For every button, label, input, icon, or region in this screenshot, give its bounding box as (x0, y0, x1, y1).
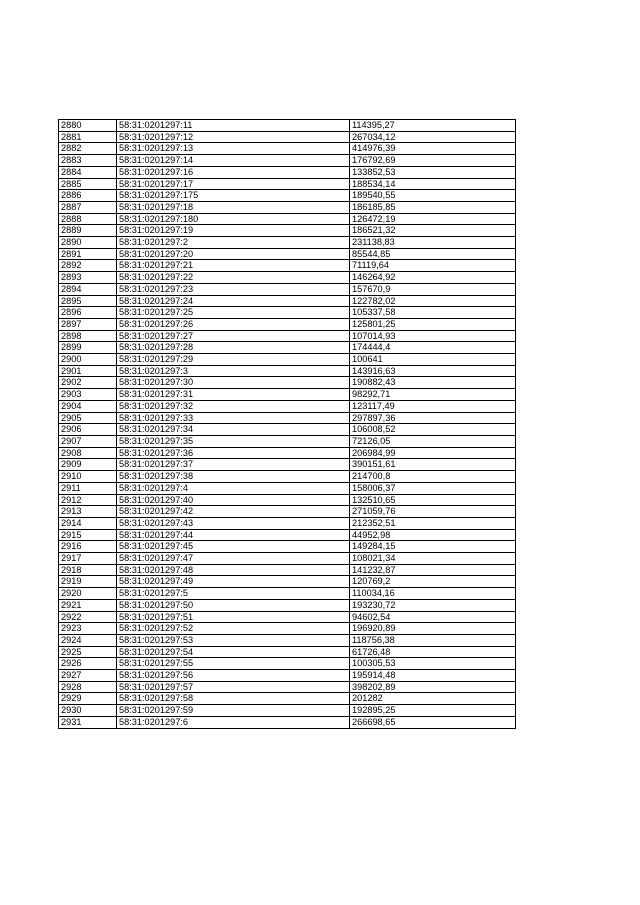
cadastral-number-cell: 58:31:0201297:48 (117, 564, 350, 576)
row-number-cell: 2911 (59, 482, 117, 494)
table-row (59, 389, 516, 401)
cadastral-number-cell: 58:31:0201297:34 (117, 424, 350, 436)
row-number-cell: 2907 (59, 435, 117, 447)
table-row (59, 447, 516, 459)
table-row (59, 517, 516, 529)
cadastral-number-cell: 58:31:0201297:42 (117, 506, 350, 518)
value-cell: 100641 (350, 354, 516, 366)
cadastral-number-cell: 58:31:0201297:44 (117, 529, 350, 541)
table-row (59, 120, 516, 132)
table-row (59, 705, 516, 717)
value-cell: 193230,72 (350, 599, 516, 611)
value-cell: 190882,43 (350, 377, 516, 389)
cadastral-number-cell: 58:31:0201297:2 (117, 237, 350, 249)
cadastral-number-cell: 58:31:0201297:35 (117, 435, 350, 447)
table-row (59, 541, 516, 553)
row-number-cell: 2915 (59, 529, 117, 541)
cadastral-number-cell: 58:31:0201297:14 (117, 155, 350, 167)
table-row (59, 564, 516, 576)
row-number-cell: 2901 (59, 365, 117, 377)
table-row (59, 529, 516, 541)
cadastral-number-cell: 58:31:0201297:180 (117, 213, 350, 225)
table-row (59, 131, 516, 143)
table-row (59, 553, 516, 565)
table-row (59, 237, 516, 249)
row-number-cell: 2899 (59, 342, 117, 354)
table-row (59, 412, 516, 424)
row-number-cell: 2909 (59, 459, 117, 471)
row-number-cell: 2922 (59, 611, 117, 623)
cadastral-number-cell: 58:31:0201297:21 (117, 260, 350, 272)
row-number-cell: 2918 (59, 564, 117, 576)
cadastral-number-cell: 58:31:0201297:175 (117, 190, 350, 202)
row-number-cell: 2894 (59, 283, 117, 295)
cadastral-number-cell: 58:31:0201297:23 (117, 283, 350, 295)
table-row (59, 634, 516, 646)
row-number-cell: 2892 (59, 260, 117, 272)
value-cell: 149284,15 (350, 541, 516, 553)
row-number-cell: 2910 (59, 471, 117, 483)
table-row (59, 225, 516, 237)
row-number-cell: 2880 (59, 120, 117, 132)
row-number-cell: 2883 (59, 155, 117, 167)
cadastral-number-cell: 58:31:0201297:25 (117, 307, 350, 319)
row-number-cell: 2916 (59, 541, 117, 553)
value-cell: 212352,51 (350, 517, 516, 529)
table-row (59, 623, 516, 635)
value-cell: 266698,65 (350, 716, 516, 728)
table-row (59, 190, 516, 202)
row-number-cell: 2895 (59, 295, 117, 307)
row-number-cell: 2897 (59, 318, 117, 330)
value-cell: 189540,55 (350, 190, 516, 202)
value-cell: 85544,85 (350, 248, 516, 260)
table-row (59, 354, 516, 366)
value-cell: 146264,92 (350, 272, 516, 284)
table-row (59, 400, 516, 412)
value-cell: 94602,54 (350, 611, 516, 623)
table-row (59, 272, 516, 284)
value-cell: 196920,89 (350, 623, 516, 635)
cadastral-number-cell: 58:31:0201297:3 (117, 365, 350, 377)
cadastral-number-cell: 58:31:0201297:53 (117, 634, 350, 646)
row-number-cell: 2881 (59, 131, 117, 143)
row-number-cell: 2914 (59, 517, 117, 529)
row-number-cell: 2903 (59, 389, 117, 401)
cadastral-number-cell: 58:31:0201297:56 (117, 670, 350, 682)
table-row (59, 377, 516, 389)
cadastral-number-cell: 58:31:0201297:40 (117, 494, 350, 506)
table-row (59, 576, 516, 588)
table-row (59, 283, 516, 295)
value-cell: 143916,63 (350, 365, 516, 377)
value-cell: 100305,53 (350, 658, 516, 670)
cadastral-number-cell: 58:31:0201297:16 (117, 166, 350, 178)
cadastral-number-cell: 58:31:0201297:43 (117, 517, 350, 529)
value-cell: 188534,14 (350, 178, 516, 190)
value-cell: 390151,61 (350, 459, 516, 471)
row-number-cell: 2931 (59, 716, 117, 728)
data-table (58, 119, 516, 729)
table-row (59, 471, 516, 483)
cadastral-number-cell: 58:31:0201297:50 (117, 599, 350, 611)
value-cell: 271059,76 (350, 506, 516, 518)
row-number-cell: 2926 (59, 658, 117, 670)
table-row (59, 693, 516, 705)
value-cell: 98292,71 (350, 389, 516, 401)
table-row (59, 330, 516, 342)
value-cell: 107014,93 (350, 330, 516, 342)
value-cell: 206984,99 (350, 447, 516, 459)
cadastral-number-cell: 58:31:0201297:18 (117, 201, 350, 213)
value-cell: 214700,8 (350, 471, 516, 483)
cadastral-number-cell: 58:31:0201297:12 (117, 131, 350, 143)
cadastral-number-cell: 58:31:0201297:37 (117, 459, 350, 471)
value-cell: 105337,58 (350, 307, 516, 319)
row-number-cell: 2906 (59, 424, 117, 436)
table-row (59, 506, 516, 518)
row-number-cell: 2920 (59, 588, 117, 600)
row-number-cell: 2885 (59, 178, 117, 190)
table-row (59, 342, 516, 354)
cadastral-number-cell: 58:31:0201297:57 (117, 681, 350, 693)
table-row (59, 178, 516, 190)
row-number-cell: 2886 (59, 190, 117, 202)
cadastral-number-cell: 58:31:0201297:38 (117, 471, 350, 483)
row-number-cell: 2928 (59, 681, 117, 693)
cadastral-number-cell: 58:31:0201297:54 (117, 646, 350, 658)
row-number-cell: 2900 (59, 354, 117, 366)
value-cell: 192895,25 (350, 705, 516, 717)
cadastral-number-cell: 58:31:0201297:55 (117, 658, 350, 670)
table-row (59, 318, 516, 330)
table-row (59, 435, 516, 447)
cadastral-number-cell: 58:31:0201297:47 (117, 553, 350, 565)
row-number-cell: 2927 (59, 670, 117, 682)
value-cell: 106008,52 (350, 424, 516, 436)
value-cell: 125801,25 (350, 318, 516, 330)
value-cell: 132510,65 (350, 494, 516, 506)
row-number-cell: 2891 (59, 248, 117, 260)
table-row (59, 213, 516, 225)
value-cell: 176792,69 (350, 155, 516, 167)
cadastral-number-cell: 58:31:0201297:6 (117, 716, 350, 728)
row-number-cell: 2923 (59, 623, 117, 635)
row-number-cell: 2902 (59, 377, 117, 389)
row-number-cell: 2882 (59, 143, 117, 155)
value-cell: 195914,48 (350, 670, 516, 682)
row-number-cell: 2929 (59, 693, 117, 705)
table-row (59, 658, 516, 670)
table-row (59, 494, 516, 506)
value-cell: 123117,49 (350, 400, 516, 412)
value-cell: 61726,48 (350, 646, 516, 658)
cadastral-number-cell: 58:31:0201297:32 (117, 400, 350, 412)
table-row (59, 611, 516, 623)
value-cell: 398202,89 (350, 681, 516, 693)
row-number-cell: 2925 (59, 646, 117, 658)
cadastral-number-cell: 58:31:0201297:45 (117, 541, 350, 553)
table-row (59, 588, 516, 600)
table-row (59, 459, 516, 471)
cadastral-number-cell: 58:31:0201297:13 (117, 143, 350, 155)
cadastral-number-cell: 58:31:0201297:22 (117, 272, 350, 284)
value-cell: 108021,34 (350, 553, 516, 565)
table-row (59, 646, 516, 658)
table-row (59, 295, 516, 307)
cadastral-number-cell: 58:31:0201297:27 (117, 330, 350, 342)
value-cell: 118756,38 (350, 634, 516, 646)
table-row (59, 201, 516, 213)
row-number-cell: 2912 (59, 494, 117, 506)
cadastral-number-cell: 58:31:0201297:17 (117, 178, 350, 190)
value-cell: 157670,9 (350, 283, 516, 295)
cadastral-number-cell: 58:31:0201297:59 (117, 705, 350, 717)
row-number-cell: 2884 (59, 166, 117, 178)
cadastral-number-cell: 58:31:0201297:31 (117, 389, 350, 401)
value-cell: 231138,83 (350, 237, 516, 249)
table-row (59, 260, 516, 272)
cadastral-number-cell: 58:31:0201297:4 (117, 482, 350, 494)
value-cell: 267034,12 (350, 131, 516, 143)
cadastral-number-cell: 58:31:0201297:33 (117, 412, 350, 424)
cadastral-number-cell: 58:31:0201297:29 (117, 354, 350, 366)
cadastral-number-cell: 58:31:0201297:49 (117, 576, 350, 588)
table-row (59, 307, 516, 319)
row-number-cell: 2887 (59, 201, 117, 213)
row-number-cell: 2917 (59, 553, 117, 565)
row-number-cell: 2924 (59, 634, 117, 646)
row-number-cell: 2888 (59, 213, 117, 225)
table-row (59, 365, 516, 377)
cadastral-number-cell: 58:31:0201297:26 (117, 318, 350, 330)
table-row (59, 482, 516, 494)
value-cell: 201282 (350, 693, 516, 705)
cadastral-number-cell: 58:31:0201297:24 (117, 295, 350, 307)
cadastral-number-cell: 58:31:0201297:36 (117, 447, 350, 459)
cadastral-number-cell: 58:31:0201297:52 (117, 623, 350, 635)
cadastral-number-cell: 58:31:0201297:11 (117, 120, 350, 132)
table-row (59, 681, 516, 693)
row-number-cell: 2893 (59, 272, 117, 284)
row-number-cell: 2913 (59, 506, 117, 518)
row-number-cell: 2889 (59, 225, 117, 237)
table-container (58, 119, 515, 729)
table-row (59, 143, 516, 155)
value-cell: 44952,98 (350, 529, 516, 541)
row-number-cell: 2905 (59, 412, 117, 424)
cadastral-number-cell: 58:31:0201297:58 (117, 693, 350, 705)
cadastral-number-cell: 58:31:0201297:20 (117, 248, 350, 260)
table-row (59, 716, 516, 728)
cadastral-number-cell: 58:31:0201297:51 (117, 611, 350, 623)
table-row (59, 670, 516, 682)
value-cell: 174444,4 (350, 342, 516, 354)
value-cell: 126472,19 (350, 213, 516, 225)
row-number-cell: 2908 (59, 447, 117, 459)
value-cell: 414976,39 (350, 143, 516, 155)
value-cell: 186185,85 (350, 201, 516, 213)
table-row (59, 248, 516, 260)
value-cell: 72126,05 (350, 435, 516, 447)
row-number-cell: 2898 (59, 330, 117, 342)
row-number-cell: 2890 (59, 237, 117, 249)
table-row (59, 155, 516, 167)
table-body (59, 120, 516, 729)
row-number-cell: 2930 (59, 705, 117, 717)
row-number-cell: 2896 (59, 307, 117, 319)
value-cell: 114395,27 (350, 120, 516, 132)
table-row (59, 424, 516, 436)
cadastral-number-cell: 58:31:0201297:30 (117, 377, 350, 389)
value-cell: 122782,02 (350, 295, 516, 307)
value-cell: 71119,64 (350, 260, 516, 272)
row-number-cell: 2919 (59, 576, 117, 588)
cadastral-number-cell: 58:31:0201297:19 (117, 225, 350, 237)
value-cell: 297897,36 (350, 412, 516, 424)
table-row (59, 599, 516, 611)
value-cell: 186521,32 (350, 225, 516, 237)
value-cell: 158006,37 (350, 482, 516, 494)
cadastral-number-cell: 58:31:0201297:28 (117, 342, 350, 354)
row-number-cell: 2904 (59, 400, 117, 412)
value-cell: 110034,16 (350, 588, 516, 600)
value-cell: 120769,2 (350, 576, 516, 588)
cadastral-number-cell: 58:31:0201297:5 (117, 588, 350, 600)
value-cell: 141232,87 (350, 564, 516, 576)
row-number-cell: 2921 (59, 599, 117, 611)
table-row (59, 166, 516, 178)
value-cell: 133852,53 (350, 166, 516, 178)
